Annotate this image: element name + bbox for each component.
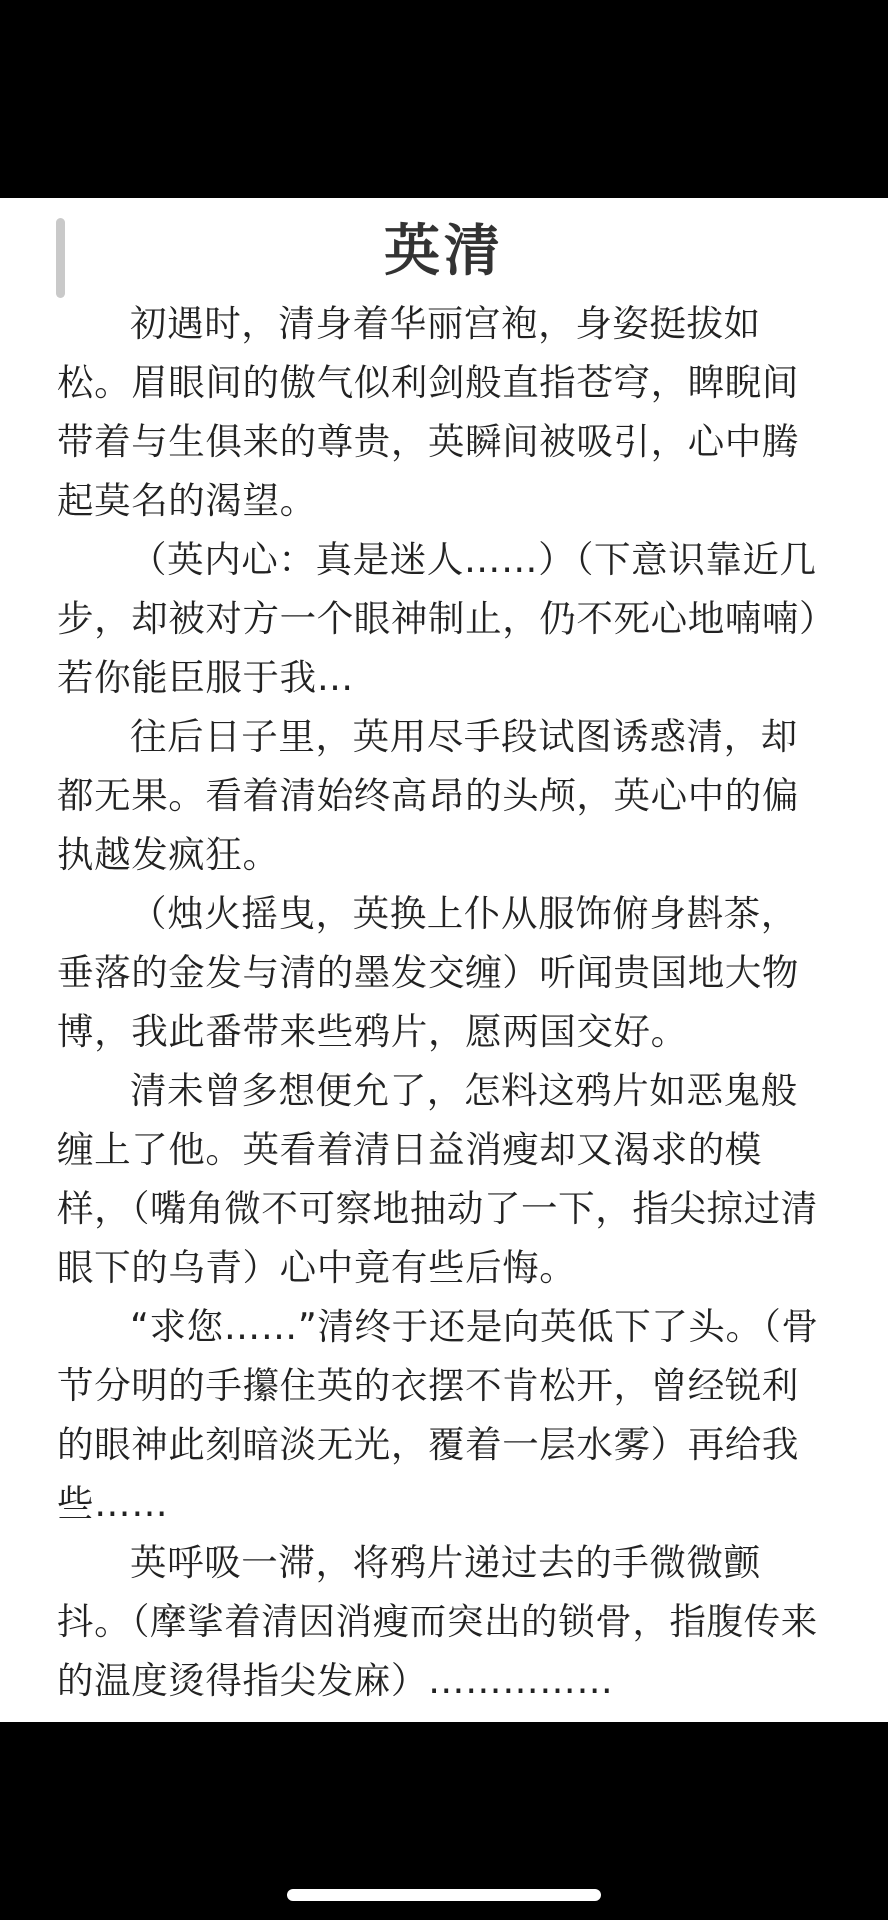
reader-page[interactable]	[0, 198, 888, 1722]
top-black-bar	[0, 0, 888, 198]
paragraph: （英内心：真是迷人……）（下意识靠近几步，却被对方一个眼神制止，仍不死心地喃喃）若你能臣服于我…	[57, 538, 818, 699]
paragraph: （烛火摇曳，英换上仆从服饰俯身斟茶，垂落的金发与清的墨发交缠）听闻贵国地大物博，我此番带来些鸦片，愿两国交好。	[57, 892, 799, 1053]
home-indicator[interactable]	[287, 1889, 601, 1901]
paragraph: “求您……”清终于还是向英低下了头。（骨节分明的手攥住英的衣摆不肯松开，曾经锐利的眼神此刻暗淡无光，覆着一层水雾）再给我些……	[57, 1305, 819, 1525]
page-title: 英清	[384, 219, 504, 284]
paragraph: 初遇时，清身着华丽宫袍，身姿挺拔如松。眉眼间的傲气似利剑般直指苍穹，睥睨间带着与生俱来的尊贵，英瞬间被吸引，心中腾起莫名的渴望。	[57, 302, 799, 522]
paragraph: 英呼吸一滞，将鸦片递过去的手微微颤抖。（摩挲着清因消瘦而突出的锁骨，指腹传来的温度烫得指尖发麻）……………	[57, 1541, 818, 1702]
paragraph: 往后日子里，英用尽手段试图诱惑清，却都无果。看着清始终高昂的头颅，英心中的偏执越发疯狂。	[57, 715, 799, 876]
article-body	[57, 294, 832, 1710]
paragraph: 清未曾多想便允了，怎料这鸦片如恶鬼般缠上了他。英看着清日益消瘦却又渴求的模样，（嘴角微不可察地抽动了一下，指尖掠过清眼下的乌青）心中竟有些后悔。	[57, 1069, 818, 1289]
